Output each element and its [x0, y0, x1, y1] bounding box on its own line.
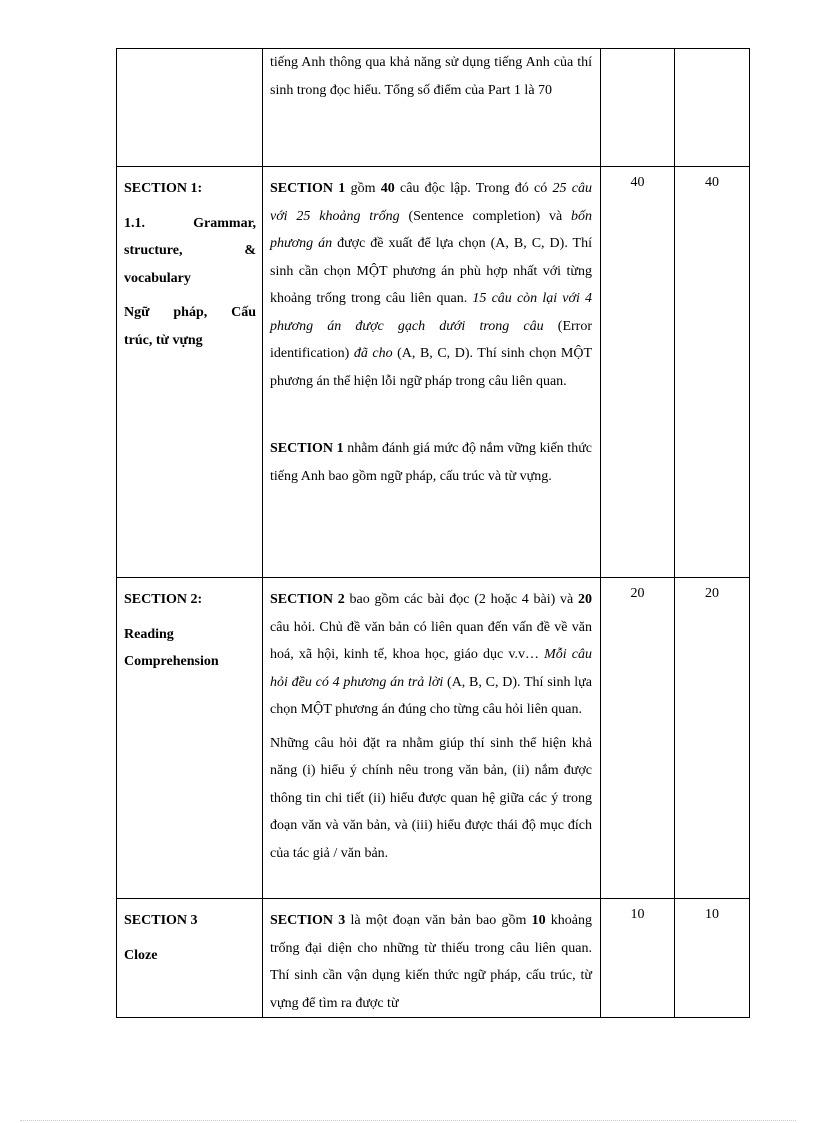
table-row: [117, 578, 750, 899]
questions-cell: [601, 578, 675, 899]
score-cell: [675, 49, 750, 167]
description-paragraph: Những câu hỏi đặt ra nhằm giúp thí sinh thể hiện khả năng (i) hiểu ý chính nêu trong văn bản, (ii) nắm được thông tin chi tiết (ii) hiểu được quan hệ giữa các ý trong đoạn văn và văn bản, và (iii) hiểu được thái độ mục đích của tác giả / văn bản.: [270, 735, 592, 861]
score-cell: [675, 167, 750, 578]
questions-cell: [601, 167, 675, 578]
description-cell: [263, 899, 601, 1018]
section-subtitle: vocabulary: [124, 270, 191, 286]
section-title: SECTION 1:: [124, 181, 203, 196]
question-count: 40: [630, 175, 645, 190]
section-cell: [117, 578, 263, 899]
section-subtitle: Cloze: [124, 947, 158, 963]
table-row: [117, 899, 750, 1018]
description-paragraph: SECTION 2 bao gồm các bài đọc (2 hoặc 4 bài) và 20 câu hỏi. Chủ đề văn bản có liên quan đến vấn đề về văn hoá, xã hội, kinh tế, khoa học, giáo dục v.v… Mỗi câu hỏi đều có 4 phương án trả lời (A, B, C, D). Thí sinh lựa chọn MỘT phương án đúng cho từng câu hỏi liên quan.: [270, 592, 593, 717]
section-number: 1.1.: [124, 215, 145, 231]
section-cell: [117, 167, 263, 578]
description-paragraph: SECTION 1 gồm 40 câu độc lập. Trong đó có 25 câu với 25 khoảng trống (Sentence completion) và bốn phương án được đề xuất để lựa chọn (A, B, C, D). Thí sinh cần chọn MỘT phương án phù hợp nhất với từng khoảng trống trong câu liên quan. 15 câu còn lại với 4 phương án được gạch dưới trong câu (Error identification) đã cho (A, B, C, D). Thí sinh chọn MỘT phương án thể hiện lỗi ngữ pháp trong câu liên quan.: [270, 181, 593, 389]
score-value: 20: [705, 586, 719, 601]
question-count: 20: [630, 586, 645, 601]
score-cell: [675, 899, 750, 1018]
description-text: tiếng Anh thông qua khả năng sử dụng tiếng Anh của thí sinh trong đọc hiểu. Tổng số điểm của Part 1 là 70: [270, 55, 592, 98]
section-subtitle: Reading: [124, 626, 174, 642]
section-title: SECTION 3: [124, 913, 198, 928]
score-value: 40: [705, 175, 719, 190]
score-cell: [675, 578, 750, 899]
section-subtitle: structure,: [124, 243, 183, 258]
question-count: 10: [630, 907, 645, 922]
questions-cell: [601, 899, 675, 1018]
section-cell: [117, 899, 263, 1018]
table-row: [117, 167, 750, 578]
description-cell: [263, 578, 601, 899]
section-subtitle-vi: trúc, từ vựng: [124, 332, 203, 348]
section-title: SECTION 2:: [124, 592, 203, 607]
section-cell: [117, 49, 263, 167]
table-row: [117, 49, 750, 167]
section-subtitle: Comprehension: [124, 654, 219, 669]
questions-cell: [601, 49, 675, 167]
section-subtitle-vi: Ngữ pháp, Cấu: [124, 305, 256, 320]
description-paragraph: SECTION 1 nhằm đánh giá mức độ nắm vững kiến thức tiếng Anh bao gồm ngữ pháp, cấu trúc và từ vựng.: [270, 441, 592, 484]
page-bottom-divider: [20, 1120, 796, 1121]
section-subtitle: Grammar,: [193, 215, 256, 231]
description-paragraph: SECTION 3 là một đoạn văn bản bao gồm 10 khoảng trống đại diện cho những từ thiếu trong câu liên quan. Thí sinh cần vận dụng kiến thức ngữ pháp, cấu trúc, từ vựng để tìm ra được từ: [270, 913, 592, 1011]
score-value: 10: [705, 907, 719, 922]
section-subtitle: &: [244, 243, 256, 258]
description-cell: [263, 49, 601, 167]
exam-structure-table: [116, 48, 750, 1018]
description-cell: [263, 167, 601, 578]
